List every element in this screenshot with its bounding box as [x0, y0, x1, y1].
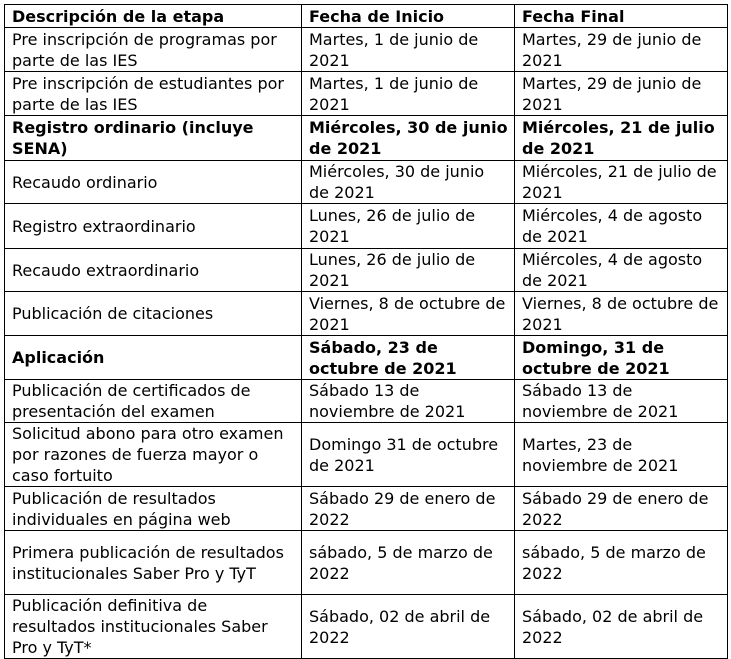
stage-cell: Recaudo ordinario: [5, 161, 302, 204]
table-row: [5, 336, 728, 380]
table-row: [5, 380, 728, 423]
start-date-cell: Lunes, 26 de julio de 2021: [302, 249, 515, 292]
stage-cell: Publicación de resultados individuales en página web: [5, 487, 302, 531]
stage-cell: Solicitud abono para otro examen por razones de fuerza mayor o caso fortuito: [5, 423, 302, 487]
header-row: [5, 5, 728, 28]
end-date-cell: Miércoles, 4 de agosto de 2021: [515, 204, 728, 249]
header-start-date: Fecha de Inicio: [302, 5, 515, 28]
stage-cell: Registro extraordinario: [5, 204, 302, 249]
end-date-cell: Sábado 13 de noviembre de 2021: [515, 380, 728, 423]
end-date-cell: Domingo, 31 de octubre de 2021: [515, 336, 728, 380]
stage-cell: Publicación de certificados de presentación del examen: [5, 380, 302, 423]
table-row: [5, 72, 728, 116]
stage-cell: Pre inscripción de programas por parte de las IES: [5, 28, 302, 72]
stage-cell: Pre inscripción de estudiantes por parte de las IES: [5, 72, 302, 116]
start-date-cell: Martes, 1 de junio de 2021: [302, 28, 515, 72]
start-date-cell: Sábado, 02 de abril de 2022: [302, 595, 515, 659]
start-date-cell: Lunes, 26 de julio de 2021: [302, 204, 515, 249]
start-date-cell: Sábado 13 de noviembre de 2021: [302, 380, 515, 423]
stage-cell: Primera publicación de resultados institucionales Saber Pro y TyT: [5, 531, 302, 595]
header-end-date: Fecha Final: [515, 5, 728, 28]
start-date-cell: Sábado, 23 de octubre de 2021: [302, 336, 515, 380]
end-date-cell: Sábado, 02 de abril de 2022: [515, 595, 728, 659]
start-date-cell: Miércoles, 30 de junio de 2021: [302, 116, 515, 161]
end-date-cell: Viernes, 8 de octubre de 2021: [515, 292, 728, 336]
table-row: [5, 249, 728, 292]
table-row: [5, 116, 728, 161]
stage-cell: Publicación de citaciones: [5, 292, 302, 336]
stage-cell: Registro ordinario (incluye SENA): [5, 116, 302, 161]
table-row: [5, 204, 728, 249]
start-date-cell: Miércoles, 30 de junio de 2021: [302, 161, 515, 204]
end-date-cell: Martes, 29 de junio de 2021: [515, 28, 728, 72]
start-date-cell: Domingo 31 de octubre de 2021: [302, 423, 515, 487]
start-date-cell: Martes, 1 de junio de 2021: [302, 72, 515, 116]
end-date-cell: Sábado 29 de enero de 2022: [515, 487, 728, 531]
table-row: [5, 487, 728, 531]
stage-cell: Aplicación: [5, 336, 302, 380]
start-date-cell: Viernes, 8 de octubre de 2021: [302, 292, 515, 336]
end-date-cell: Miércoles, 4 de agosto de 2021: [515, 249, 728, 292]
end-date-cell: Martes, 23 de noviembre de 2021: [515, 423, 728, 487]
table-row: [5, 531, 728, 595]
end-date-cell: Miércoles, 21 de julio de 2021: [515, 116, 728, 161]
header-stage: Descripción de la etapa: [5, 5, 302, 28]
start-date-cell: sábado, 5 de marzo de 2022: [302, 531, 515, 595]
end-date-cell: sábado, 5 de marzo de 2022: [515, 531, 728, 595]
table-row: [5, 28, 728, 72]
schedule-table: [4, 4, 728, 659]
end-date-cell: Miércoles, 21 de julio de 2021: [515, 161, 728, 204]
table-row: [5, 595, 728, 659]
start-date-cell: Sábado 29 de enero de 2022: [302, 487, 515, 531]
table-row: [5, 292, 728, 336]
stage-cell: Recaudo extraordinario: [5, 249, 302, 292]
table-row: [5, 161, 728, 204]
table-row: [5, 423, 728, 487]
end-date-cell: Martes, 29 de junio de 2021: [515, 72, 728, 116]
stage-cell: Publicación definitiva de resultados institucionales Saber Pro y TyT*: [5, 595, 302, 659]
